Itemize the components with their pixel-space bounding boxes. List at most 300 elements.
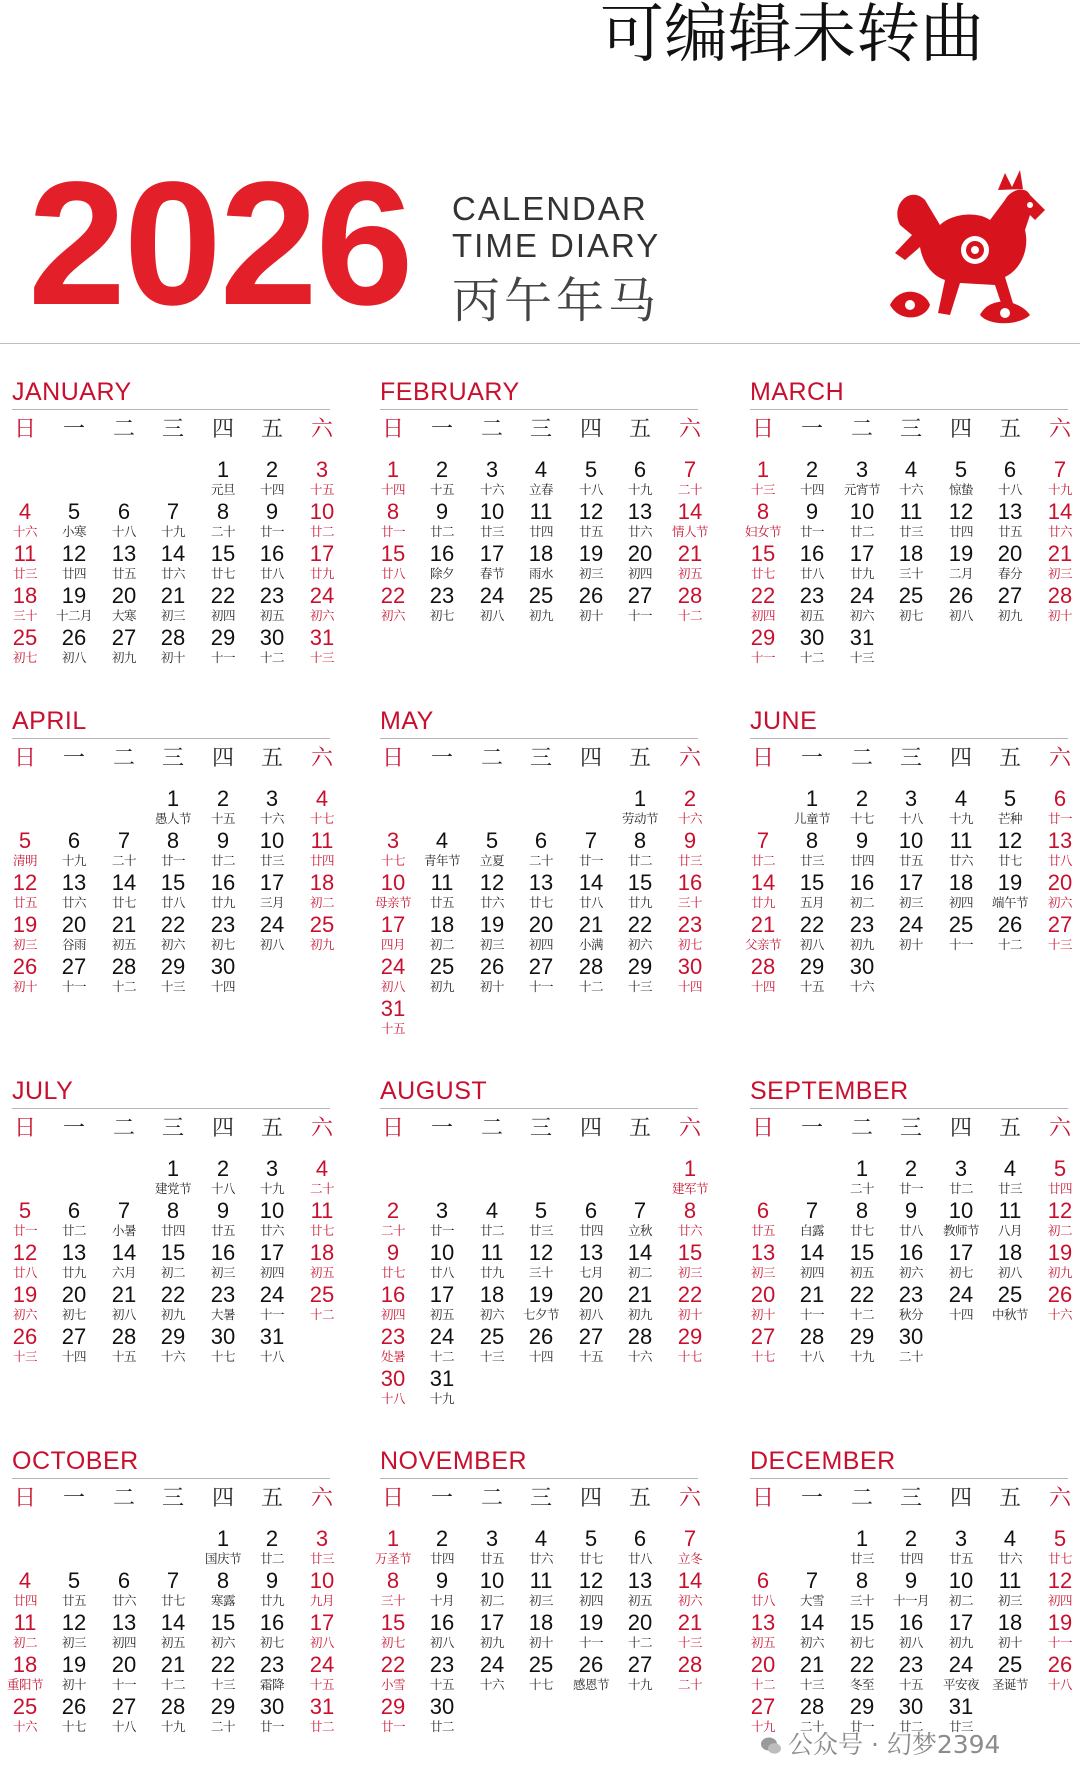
day-cell (664, 1611, 716, 1650)
lunar-label: 廿五 (429, 895, 454, 910)
lunar-label: 寒露 (210, 1593, 235, 1608)
day-cell (466, 1611, 518, 1650)
lunar-label: 廿五 (210, 1223, 235, 1238)
lunar-label: 廿七 (1047, 1551, 1072, 1566)
lunar-label: 廿二 (210, 853, 235, 868)
day-number: 30 (849, 954, 875, 979)
day-number: 26 (948, 583, 974, 608)
day-number: 6 (117, 499, 131, 524)
weekday-header: 五 (628, 1116, 651, 1141)
day-number: 28 (160, 625, 186, 650)
day-cell (836, 1527, 888, 1566)
lunar-label: 立春 (528, 482, 553, 497)
lunar-label: 初七 (429, 608, 454, 623)
lunar-label: 初五 (160, 1635, 185, 1650)
day-cell (737, 1569, 789, 1608)
day-number: 5 (534, 1198, 548, 1223)
day-cell (367, 584, 419, 623)
day-number: 22 (627, 912, 653, 937)
day-cell (664, 787, 716, 826)
day-cell (246, 1611, 298, 1650)
day-number: 11 (310, 828, 334, 853)
day-cell (296, 500, 348, 539)
weekday-header: 日 (381, 417, 404, 442)
day-cell (565, 458, 617, 497)
day-cell (885, 542, 937, 581)
day-number: 15 (380, 1610, 406, 1635)
weekday-header: 五 (260, 746, 283, 771)
day-cell (197, 542, 249, 581)
day-cell (147, 584, 199, 623)
month-november (374, 1447, 703, 1767)
weekday-header: 一 (62, 417, 85, 442)
day-number: 7 (633, 1198, 647, 1223)
weekday-header: 二 (480, 417, 503, 442)
lunar-label: 初八 (898, 1635, 923, 1650)
day-number: 5 (584, 457, 598, 482)
day-cell (1034, 458, 1080, 497)
day-number: 29 (160, 1324, 186, 1349)
day-cell (197, 458, 249, 497)
lunar-label: 廿五 (111, 566, 136, 581)
lunar-label: 廿一 (799, 524, 824, 539)
lunar-label: 三月 (259, 895, 284, 910)
day-number: 30 (210, 1324, 236, 1349)
lunar-label: 元旦 (210, 482, 235, 497)
lunar-label: 十五 (309, 482, 334, 497)
day-number: 22 (210, 583, 236, 608)
weekday-header: 一 (430, 1486, 453, 1511)
weekday-header: 二 (480, 1116, 503, 1141)
day-cell (614, 458, 666, 497)
day-cell (466, 1569, 518, 1608)
day-number: 2 (265, 1526, 279, 1551)
lunar-label: 十八 (1047, 1677, 1072, 1692)
weekday-header: 日 (13, 417, 36, 442)
day-cell (786, 1569, 838, 1608)
day-number: 19 (1047, 1240, 1073, 1265)
day-number: 31 (948, 1694, 974, 1719)
day-number: 3 (904, 786, 918, 811)
lunar-label: 初八 (61, 650, 86, 665)
day-cell (786, 1653, 838, 1692)
day-number: 12 (61, 1610, 87, 1635)
day-number: 17 (259, 1240, 285, 1265)
lunar-label: 初五 (627, 1593, 652, 1608)
lunar-label: 初八 (309, 1635, 334, 1650)
lunar-label: 初三 (1047, 566, 1072, 581)
day-number: 24 (479, 583, 505, 608)
day-number: 13 (111, 541, 137, 566)
day-cell (1034, 913, 1080, 952)
day-cell (984, 787, 1036, 826)
lunar-label: 初九 (849, 937, 874, 952)
day-cell (367, 458, 419, 497)
weekday-header: 日 (13, 746, 36, 771)
day-number: 3 (265, 1156, 279, 1181)
day-cell (367, 871, 419, 910)
lunar-label: 十一 (259, 1307, 284, 1322)
lunar-label: 初九 (948, 1635, 973, 1650)
day-cell (0, 1283, 51, 1322)
day-number: 19 (61, 1652, 87, 1677)
lunar-label: 初八 (948, 608, 973, 623)
day-cell (836, 1199, 888, 1238)
lunar-label: 十五 (799, 979, 824, 994)
day-number: 30 (799, 625, 825, 650)
lunar-label: 廿三 (849, 1551, 874, 1566)
day-cell (416, 1199, 468, 1238)
day-cell (48, 1653, 100, 1692)
day-cell (737, 913, 789, 952)
day-number: 5 (18, 1198, 32, 1223)
day-cell (836, 1653, 888, 1692)
watermark-text: 公众号 · 幻梦2394 (788, 1730, 1001, 1759)
day-cell (48, 871, 100, 910)
lunar-label: 十一 (61, 979, 86, 994)
weekday-header: 二 (112, 746, 135, 771)
day-cell (48, 955, 100, 994)
day-number: 24 (898, 912, 924, 937)
day-cell (98, 1325, 150, 1364)
day-number: 14 (677, 499, 703, 524)
day-cell (416, 500, 468, 539)
day-cell (664, 584, 716, 623)
month-april (12, 707, 335, 1027)
lunar-label: 十五 (380, 1021, 405, 1036)
day-number: 5 (18, 828, 32, 853)
lunar-label: 初六 (799, 1635, 824, 1650)
lunar-label: 廿八 (898, 1223, 923, 1238)
lunar-label: 十八 (259, 1349, 284, 1364)
day-cell (984, 913, 1036, 952)
month-rule (750, 738, 1068, 739)
lunar-label: 廿四 (898, 1551, 923, 1566)
day-cell (48, 542, 100, 581)
lunar-label: 初九 (528, 608, 553, 623)
weekday-header: 日 (751, 1486, 774, 1511)
day-cell (0, 871, 51, 910)
lunar-label: 廿四 (849, 853, 874, 868)
weekday-header: 二 (850, 1486, 873, 1511)
lunar-label: 初六 (849, 608, 874, 623)
day-cell (737, 829, 789, 868)
lunar-label: 十一 (627, 608, 652, 623)
day-cell (98, 871, 150, 910)
lunar-label: 五月 (799, 895, 824, 910)
lunar-label: 廿九 (627, 895, 652, 910)
lunar-label: 廿三 (997, 1181, 1022, 1196)
day-cell (197, 1527, 249, 1566)
day-number: 20 (1047, 870, 1073, 895)
day-cell (416, 955, 468, 994)
weekday-header: 三 (899, 417, 922, 442)
day-number: 25 (948, 912, 974, 937)
day-number: 14 (627, 1240, 653, 1265)
day-number: 15 (210, 541, 236, 566)
day-number: 14 (160, 1610, 186, 1635)
day-number: 21 (799, 1652, 825, 1677)
day-number: 31 (380, 996, 406, 1021)
month-name: JANUARY (12, 378, 132, 406)
day-cell (935, 871, 987, 910)
day-number: 18 (309, 1240, 335, 1265)
day-cell (515, 1325, 567, 1364)
day-cell (614, 955, 666, 994)
day-number: 9 (386, 1240, 400, 1265)
lunar-label: 廿六 (528, 1551, 553, 1566)
day-number: 13 (61, 870, 87, 895)
day-cell (565, 829, 617, 868)
day-cell (296, 1241, 348, 1280)
lunar-label: 建军节 (671, 1181, 708, 1196)
day-cell (246, 500, 298, 539)
day-number: 7 (805, 1568, 819, 1593)
lunar-label: 十二 (309, 1307, 334, 1322)
lunar-label: 廿一 (1047, 811, 1072, 826)
day-cell (885, 1241, 937, 1280)
day-number: 29 (160, 954, 186, 979)
day-cell (98, 1569, 150, 1608)
day-number: 9 (216, 1198, 230, 1223)
lunar-label: 廿七 (578, 1551, 603, 1566)
day-cell (737, 458, 789, 497)
day-number: 22 (849, 1652, 875, 1677)
month-rule (750, 1478, 1068, 1479)
weekday-header: 二 (850, 417, 873, 442)
day-number: 28 (799, 1694, 825, 1719)
day-number: 25 (528, 1652, 554, 1677)
day-cell (984, 458, 1036, 497)
day-number: 28 (799, 1324, 825, 1349)
calendar-label: CALENDAR (452, 190, 648, 227)
day-number: 1 (805, 786, 819, 811)
lunar-label: 十二 (578, 979, 603, 994)
day-number: 10 (259, 828, 285, 853)
day-cell (565, 1241, 617, 1280)
day-cell (367, 1325, 419, 1364)
day-cell (0, 829, 51, 868)
day-cell (984, 500, 1036, 539)
lunar-label: 廿五 (61, 1593, 86, 1608)
day-cell (786, 542, 838, 581)
day-number: 30 (677, 954, 703, 979)
lunar-label: 十三 (849, 650, 874, 665)
day-number: 10 (479, 499, 505, 524)
day-cell (614, 1199, 666, 1238)
day-number: 25 (309, 912, 335, 937)
day-number: 9 (904, 1198, 918, 1223)
day-number: 8 (216, 499, 230, 524)
day-cell (515, 871, 567, 910)
lunar-label: 三十 (380, 1593, 405, 1608)
lunar-label: 初九 (479, 1635, 504, 1650)
day-cell (0, 1695, 51, 1734)
lunar-label: 廿七 (997, 853, 1022, 868)
day-cell (664, 1157, 716, 1196)
lunar-label: 十七 (61, 1719, 86, 1734)
lunar-label: 十四 (259, 482, 284, 497)
day-number: 12 (1047, 1198, 1073, 1223)
day-number: 15 (380, 541, 406, 566)
day-cell (48, 913, 100, 952)
lunar-label: 初四 (1047, 1593, 1072, 1608)
lunar-label: 十三 (1047, 937, 1072, 952)
weekday-header: 六 (678, 1116, 701, 1141)
day-number: 27 (528, 954, 554, 979)
day-cell (147, 1695, 199, 1734)
lunar-label: 初十 (61, 1677, 86, 1692)
lunar-label: 十七 (750, 1349, 775, 1364)
day-number: 7 (166, 499, 180, 524)
day-cell (515, 1199, 567, 1238)
day-number: 26 (1047, 1282, 1073, 1307)
day-cell (1034, 1199, 1080, 1238)
day-number: 27 (61, 1324, 87, 1349)
day-number: 5 (584, 1526, 598, 1551)
weekday-header: 三 (899, 1486, 922, 1511)
lunar-label: 四月 (380, 937, 405, 952)
day-cell (48, 584, 100, 623)
day-cell (246, 1653, 298, 1692)
lunar-label: 圣诞节 (991, 1677, 1028, 1692)
lunar-label: 十一 (1047, 1635, 1072, 1650)
day-number: 16 (898, 1610, 924, 1635)
day-cell (935, 1199, 987, 1238)
day-cell (48, 1569, 100, 1608)
day-number: 25 (898, 583, 924, 608)
day-number: 11 (480, 1240, 504, 1265)
weekday-header: 三 (529, 746, 552, 771)
lunar-label: 十一月 (892, 1593, 929, 1608)
day-number: 3 (485, 457, 499, 482)
day-number: 29 (750, 625, 776, 650)
lunar-label: 二十 (210, 524, 235, 539)
day-cell (0, 1241, 51, 1280)
day-number: 15 (677, 1240, 703, 1265)
lunar-label: 廿三 (948, 1719, 973, 1734)
day-number: 26 (61, 625, 87, 650)
lunar-label: 廿一 (259, 1719, 284, 1734)
day-cell (614, 913, 666, 952)
day-number: 10 (849, 499, 875, 524)
lunar-label: 小暑 (111, 1223, 136, 1238)
lunar-label: 初三 (997, 1593, 1022, 1608)
day-number: 28 (111, 1324, 137, 1349)
day-cell (786, 913, 838, 952)
day-cell (367, 1283, 419, 1322)
lunar-label: 雨水 (528, 566, 553, 581)
lunar-label: 初三 (61, 1635, 86, 1650)
lunar-label: 十六 (479, 1677, 504, 1692)
lunar-label: 廿九 (309, 566, 334, 581)
weekday-header: 一 (800, 1486, 823, 1511)
lunar-label: 廿六 (627, 524, 652, 539)
day-cell (885, 829, 937, 868)
weekday-header: 六 (1048, 746, 1071, 771)
day-cell (367, 829, 419, 868)
lunar-label: 廿二 (849, 524, 874, 539)
lunar-label: 初五 (677, 566, 702, 581)
lunar-label: 十三 (309, 650, 334, 665)
day-number: 27 (61, 954, 87, 979)
day-cell (565, 500, 617, 539)
lunar-label: 廿一 (849, 1719, 874, 1734)
day-cell (786, 1199, 838, 1238)
day-number: 18 (12, 1652, 38, 1677)
day-cell (466, 1653, 518, 1692)
day-number: 18 (528, 1610, 554, 1635)
day-cell (935, 1527, 987, 1566)
lunar-label: 廿五 (578, 524, 603, 539)
day-number: 24 (309, 1652, 335, 1677)
day-number: 8 (633, 828, 647, 853)
day-cell (48, 1199, 100, 1238)
day-number: 26 (1047, 1652, 1073, 1677)
day-cell (147, 871, 199, 910)
weekday-header: 四 (211, 1486, 234, 1511)
weekday-header: 一 (62, 746, 85, 771)
day-cell (98, 500, 150, 539)
day-cell (0, 626, 51, 665)
month-name: MARCH (750, 378, 845, 406)
day-cell (614, 1611, 666, 1650)
day-number: 19 (1047, 1610, 1073, 1635)
lunar-label: 初六 (309, 608, 334, 623)
day-cell (836, 1611, 888, 1650)
day-cell (296, 1695, 348, 1734)
weekday-header: 二 (112, 417, 135, 442)
lunar-label: 十九 (160, 1719, 185, 1734)
lunar-label: 初十 (750, 1307, 775, 1322)
lunar-label: 廿五 (750, 1223, 775, 1238)
lunar-label: 廿一 (898, 1181, 923, 1196)
lunar-label: 初五 (429, 1307, 454, 1322)
day-number: 12 (528, 1240, 554, 1265)
day-number: 2 (904, 1156, 918, 1181)
day-cell (984, 871, 1036, 910)
day-number: 4 (534, 457, 548, 482)
day-number: 26 (997, 912, 1023, 937)
day-cell (197, 1611, 249, 1650)
lunar-label: 初七 (380, 1635, 405, 1650)
weekday-header: 三 (899, 1116, 922, 1141)
day-cell (565, 542, 617, 581)
day-number: 28 (627, 1324, 653, 1349)
lunar-label: 初七 (849, 1635, 874, 1650)
day-number: 30 (259, 625, 285, 650)
day-cell (246, 1157, 298, 1196)
day-number: 1 (166, 786, 180, 811)
day-number: 18 (309, 870, 335, 895)
day-number: 6 (756, 1198, 770, 1223)
lunar-label: 情人节 (671, 524, 708, 539)
day-number: 30 (259, 1694, 285, 1719)
month-rule (12, 409, 330, 410)
lunar-label: 初二 (948, 1593, 973, 1608)
lunar-label: 廿六 (479, 895, 504, 910)
month-rule (12, 738, 330, 739)
lunar-label: 廿四 (578, 1223, 603, 1238)
lunar-label: 妇女节 (744, 524, 781, 539)
day-cell (147, 955, 199, 994)
day-number: 7 (1053, 457, 1067, 482)
day-cell (935, 1157, 987, 1196)
day-number: 17 (309, 541, 335, 566)
day-cell (197, 955, 249, 994)
day-cell (1034, 1527, 1080, 1566)
lunar-label: 七月 (578, 1265, 603, 1280)
